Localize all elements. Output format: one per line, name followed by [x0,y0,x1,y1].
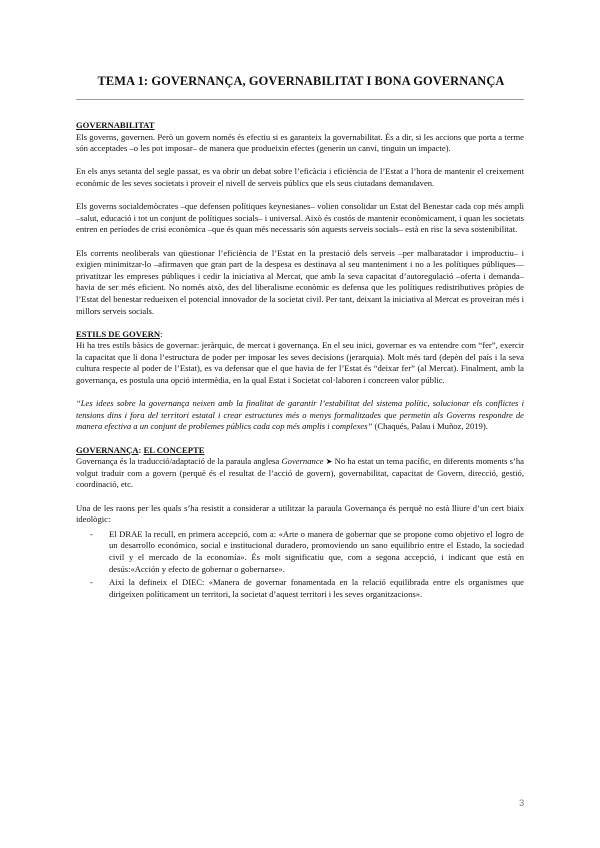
page-number: 3 [519,798,525,809]
intro-before: Governança és la traducció/adaptació de la paraula anglesa [76,456,282,467]
paragraph: Una de les raons per les quals s’ha resistit a considerar a utilitzar la paraula Governança és perquè no està lliure d’un cert biaix ideològic: [76,502,524,525]
document-body [76,120,524,602]
quote-citation: (Chaqués, Palau i Muñoz, 2019). [372,421,488,432]
quote-block [76,398,524,433]
intro-term: Governance [281,456,324,467]
list-item-text: El DRAE la recull, en primera accepció, com a: «Arte o manera de gobernar que se propone como objetivo el logro de un desarrollo económico, social e institucional duradero, promoviendo un sano equilibrio entre el Estado, la sociedad civil y el mercado de la economía». És molt significatiu que, com a segona accepció, i indicant que està en desús:«Acción y efecto de gobernar o gobernarse». [109,528,524,574]
section-governabilitat [76,120,524,317]
section-concepte [76,445,524,601]
paragraph: Els governs socialdemòcrates –que defensen polítiques keynesianes– volien consolidar un Estat del Benestar cada cop més ampli –salut, educació i tot un conjunt de polítiques socials– i universal. Això és costós de mantenir econòmicament, i quan les societats entren en períodes de crisi econòmica –que és quan més necessaris són aquests serveis socials– està en risc la seva sostenibilitat. [76,201,524,235]
dash-bullet-icon: - [90,577,93,588]
heading-prefix: GOVERNANÇA [76,444,139,455]
definition-list [76,529,524,601]
list-item [76,529,524,575]
paragraph: Hi ha tres estils bàsics de governar: jeràrquic, de mercat i governança. En el seu inici, governar es va entendre com “fer”, exercir la capacitat que li dona l’estructura de poder per imposar les seves decisions (jerarquia). Molt més tard (depèn del país i la seva cultura respecte al poder de l’Estat), es va defensar que el que havia de fer l’Estat és “deixar fer” (al Mercat). Finalment, amb la governança, es postula una opció intermèdia, en la qual Estat i Societat col·laboren i concreen valor públic. [76,340,524,386]
list-item [76,577,524,600]
section-estils-de-govern [76,329,524,433]
page-title: TEMA 1: GOVERNANÇA, GOVERNABILITAT I BONA GOVERNANÇA [97,74,505,88]
arrow-icon: ➤ [325,457,333,467]
paragraph [76,456,524,491]
intro-after: No ha estat un tema pacífic, en diferents moments s’ha volgut traduir com a govern (perquè és el resultat de l’acció de govern), governabilitat, capacitat de Govern, direcció, gestió, coordinació, etc. [76,456,524,490]
paragraph: Els corrents neoliberals van qüestionar l’eficiència de l’Estat en la prestació dels serveis –per malbaratador i improductiu– i exigien minimitzar-lo –afirmaven que gran part de la despesa es destinava al seu manteniment i no a les polítiques públiques— privatitzar les empreses públiques i cedir la iniciativa al Mercat, que amb la seva capacitat d’autoregulació –oferta i demanda– havia de ser més eficient. No només això, des del liberalisme econòmic es defensa que les polítiques redistributives pròpies de l’Estat del benestar redueixen el potencial innovador de la societat civil. Per tant, deixant la iniciativa al Mercat es proveiran més i millors serveis socials. [76,247,524,316]
section-heading-concepte [76,445,524,457]
heading-suffix: : [160,328,163,339]
heading-main: EL CONCEPTE [143,444,205,455]
dash-bullet-icon: - [90,528,93,539]
list-item-text: Així la defineix el DIEC: «Manera de governar fonamentada en la relació equilibrada entre els organismes que dirigeixen políticament un territori, la societat d’aquest territori i les seves organitzacions». [109,577,524,599]
paragraph: En els anys setanta del segle passat, es va obrir un debat sobre l’eficàcia i eficiència de l’Estat a l’hora de mantenir el creixement econòmic de les seves societats i proveir el nivell de serveis públics que els seus ciutadans demandaven. [76,166,524,188]
heading-separator: : [138,444,144,455]
paragraph: Els governs, governen. Però un govern només és efectiu si es garanteix la governabilitat. És a dir, si les accions que porta a terme són acceptades –o les pot imposar– de manera que produeixin efectes (generin un canvi, tinguin un impacte). [76,131,524,154]
heading-text: ESTILS DE GOVERN [76,328,161,339]
section-heading-governabilitat: GOVERNABILITAT [76,120,155,130]
section-heading-estils [76,329,524,341]
quote-text: “Les idees sobre la governança neixen amb la finalitat de garantir l’estabilitat del sistema polític, solucionar els conflictes i tensions dins i fora del territori estatal i crear estructures més o menys formalitzades que permetin als Governs respondre de manera efectiva a un conjunt de problemes públics cada cop més amplis i complexes” [76,398,524,432]
title-divider [76,99,524,100]
